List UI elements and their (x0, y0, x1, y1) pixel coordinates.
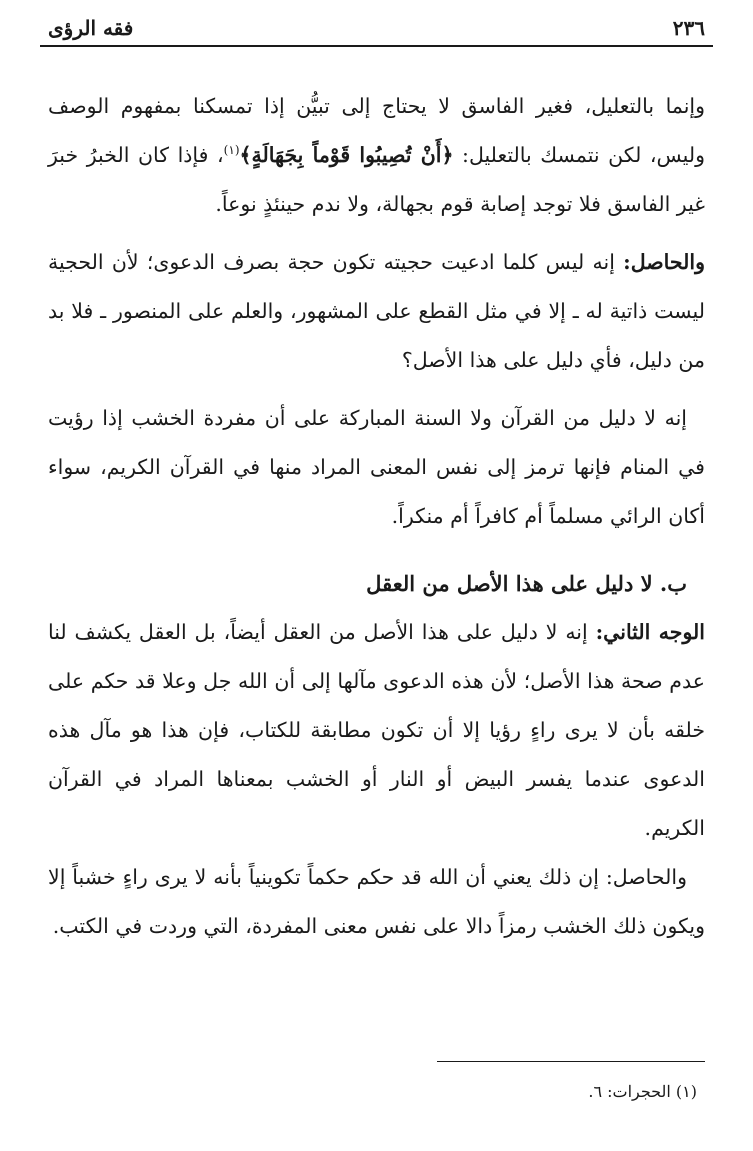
paragraph-1-text-a: وإنما بالتعليل، فغير الفاسق لا يحتاج إلى تبيُّن إذا تمسكنا بمفهوم الوصف وليس، لكن نتمسك بالتعليل: (48, 94, 705, 167)
page-number: ٢٣٦ (672, 16, 705, 40)
paragraph-2-text: إنه ليس كلما ادعيت حجيته تكون حجة بصرف الدعوى؛ لأن الحجية ليست ذاتية له ـ إلا في مثل القطع على المشهور، والعلم على المنصور ـ فلا بد من دليل، فأي دليل على هذا الأصل؟ (48, 250, 705, 372)
paragraph-5 (48, 853, 705, 951)
header-rule (40, 45, 713, 47)
paragraph-4 (48, 608, 705, 853)
paragraph-5-text: والحاصل: إن ذلك يعني أن الله قد حكم حكماً تكوينياً بأنه لا يرى راءٍ خشباً إلا ويكون ذلك الخشب رمزاً دالا على نفس معنى المفردة، التي وردت في الكتب. (48, 865, 705, 938)
running-header (48, 14, 705, 42)
paragraph-3-text: إنه لا دليل من القرآن ولا السنة المباركة على أن مفردة الخشب إذا رؤيت في المنام فإنها ترمز إلى نفس المعنى المراد منها في القرآن الكريم، سواء أكان الرائي مسلماً أم كافراً أم منكراً. (48, 406, 705, 528)
paragraph-2 (48, 238, 705, 385)
footnote-rule (437, 1061, 705, 1062)
paragraph-4-text: إنه لا دليل على هذا الأصل من العقل أيضاً، بل العقل يكشف لنا عدم صحة هذا الأصل؛ لأن هذه الدعوى مآلها إلى أن الله جل وعلا قد حكم على خلقه بأن لا يرى راءٍ رؤيا إلا أن تكون مطابقة للكتاب، فإن هذا هو مآل هذه الدعوى عندما يفسر البيض أو النار أو الخشب بمعناها المراد في القرآن الكريم. (48, 620, 706, 840)
main-text (48, 82, 705, 951)
paragraph-3 (48, 394, 705, 541)
paragraph-4-lead: الوجه الثاني: (595, 620, 705, 644)
footnote-marker: (١) (223, 143, 240, 158)
paragraph-1-text-b: ، فإذا كان الخبرُ خبرَ غير الفاسق فلا توجد إصابة قوم بجهالة، ولا ندم حينئذٍ نوعاً. (48, 143, 705, 216)
section-heading: ب. لا دليل على هذا الأصل من العقل (366, 571, 687, 596)
paragraph-2-lead: والحاصل: (623, 250, 705, 274)
book-title: فقه الرؤى (48, 16, 134, 40)
paragraph-1 (48, 82, 705, 229)
quran-verse: ﴿أَنْ تُصِيبُوا قَوْماً بِجَهَالَةٍ﴾ (239, 143, 454, 167)
footnote: (١) الحجرات: ٦. (588, 1082, 697, 1101)
